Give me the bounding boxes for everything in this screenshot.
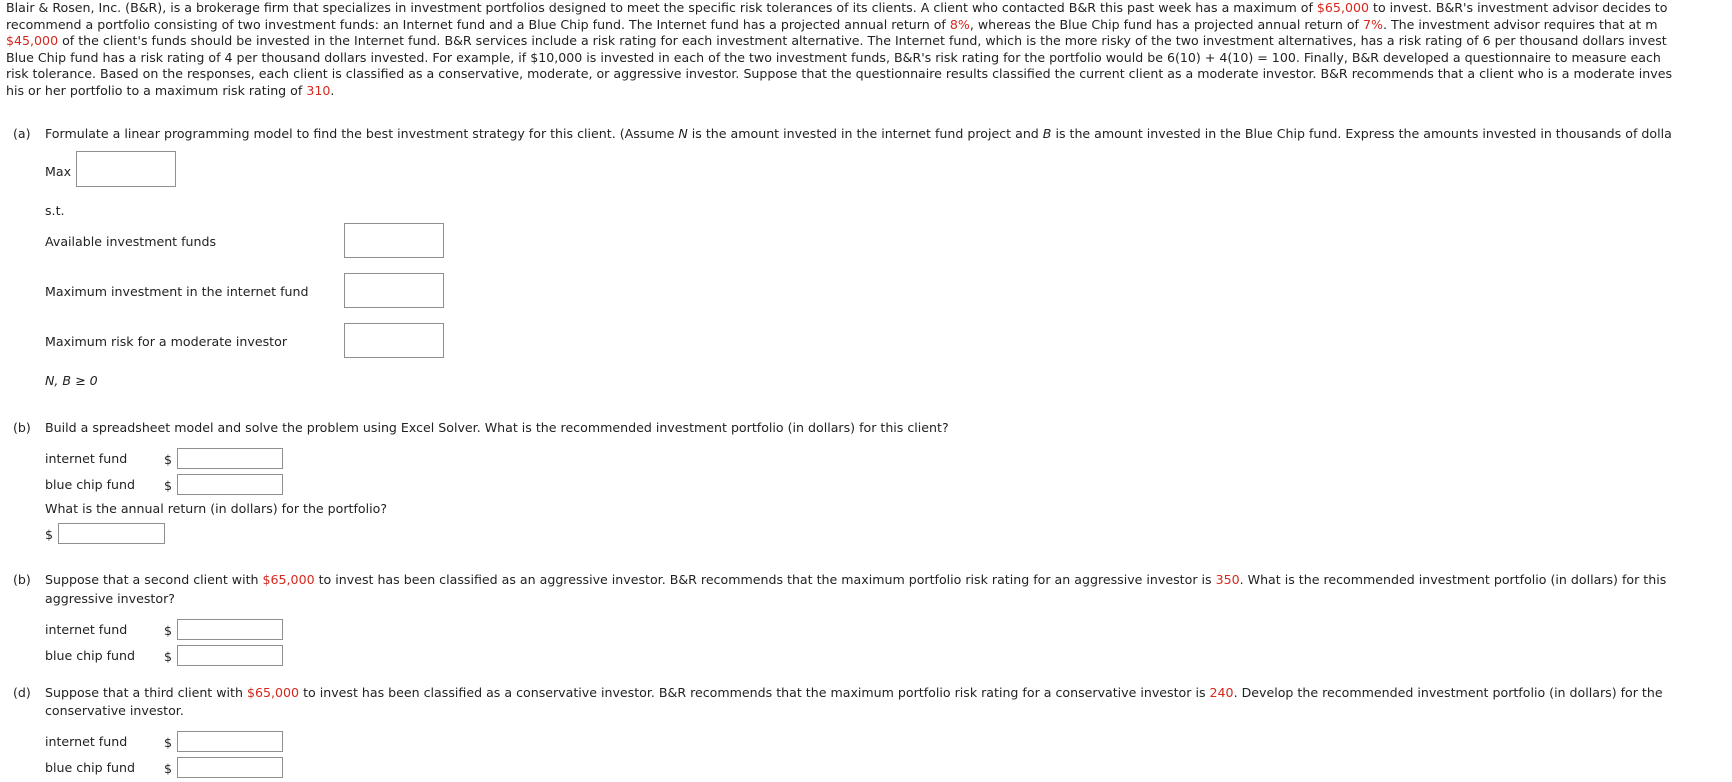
constraint-input-internet[interactable] bbox=[344, 273, 444, 308]
part-a-prompt-1: Formulate a linear programming model to find the best investment strategy for this client. (Assume bbox=[45, 126, 679, 141]
problem-line bbox=[6, 66, 1732, 83]
problem-text: risk tolerance. Based on the responses, each client is classified as a conservative, moderate, or aggressive investor. Suppose that the questionnaire results classified the current client as a moderate investor. B&R recommends that a client who is a moderate inves bbox=[6, 66, 1673, 82]
part-b-internet-label: internet fund bbox=[45, 451, 128, 466]
part-c-bluechip-dollar: $ bbox=[164, 649, 173, 664]
part-d-prompt bbox=[45, 685, 1663, 700]
part-c-prompt bbox=[45, 572, 1666, 587]
part-c-amount: $65,000 bbox=[262, 572, 315, 587]
part-b-label: (b) bbox=[13, 420, 31, 435]
part-b-return-prompt: What is the annual return (in dollars) for the portfolio? bbox=[45, 501, 388, 516]
problem-text: his or her portfolio to a maximum risk rating of bbox=[6, 82, 307, 98]
part-d-internet-dollar: $ bbox=[164, 735, 173, 750]
part-d-prompt-cont: conservative investor. bbox=[45, 703, 184, 718]
constraint-label-funds: Available investment funds bbox=[45, 234, 217, 249]
problem-text: Blair & Rosen, Inc. (B&R), is a brokerage firm that specializes in investment portfolios designed to meet the specific risk tolerances of its clients. A client who contacted B&R this past week has a maximum of bbox=[6, 0, 1317, 15]
part-d-bluechip-label: blue chip fund bbox=[45, 760, 136, 775]
st-label: s.t. bbox=[45, 203, 65, 218]
part-d-prompt-2: to invest has been classified as a conservative investor. B&R recommends that the maximum portfolio risk rating for a conservative investor is bbox=[299, 685, 1210, 700]
part-c-bluechip-label: blue chip fund bbox=[45, 648, 136, 663]
highlighted-value: $45,000 bbox=[6, 33, 59, 49]
highlighted-value: 8% bbox=[949, 16, 970, 32]
part-c-prompt-1: Suppose that a second client with bbox=[45, 572, 263, 587]
part-c-bluechip-input[interactable] bbox=[177, 645, 283, 666]
part-d-internet-input[interactable] bbox=[177, 731, 283, 752]
part-c-internet-input[interactable] bbox=[177, 619, 283, 640]
var-n: N bbox=[678, 126, 688, 141]
part-c-internet-label: internet fund bbox=[45, 622, 128, 637]
part-c-risk: 350 bbox=[1215, 572, 1240, 587]
part-d-label: (d) bbox=[13, 685, 31, 700]
problem-text: recommend a portfolio consisting of two investment funds: an Internet fund and a Blue Chip fund. The Internet fund has a projected annual return of bbox=[6, 16, 950, 32]
part-d-bluechip-input[interactable] bbox=[177, 757, 283, 778]
part-b-bluechip-label: blue chip fund bbox=[45, 477, 136, 492]
part-b-bluechip-dollar: $ bbox=[164, 478, 173, 493]
part-c-prompt-2: to invest has been classified as an aggressive investor. B&R recommends that the maximum portfolio risk rating for an aggressive investor is bbox=[314, 572, 1216, 587]
part-d-prompt-1: Suppose that a third client with bbox=[45, 685, 247, 700]
part-c-internet-dollar: $ bbox=[164, 623, 173, 638]
constraint-label-internet: Maximum investment in the internet fund bbox=[45, 284, 309, 299]
objective-input[interactable] bbox=[76, 151, 176, 187]
part-b-return-dollar: $ bbox=[45, 527, 54, 542]
problem-text: , whereas the Blue Chip fund has a projected annual return of bbox=[969, 16, 1363, 32]
part-b-internet-dollar: $ bbox=[164, 452, 173, 467]
problem-line bbox=[6, 50, 1732, 67]
problem-text: . bbox=[330, 82, 335, 98]
problem-statement bbox=[6, 0, 1732, 100]
highlighted-value: 7% bbox=[1362, 16, 1383, 32]
highlighted-value: $65,000 bbox=[1316, 0, 1369, 15]
part-b-bluechip-input[interactable] bbox=[177, 474, 283, 495]
problem-line bbox=[6, 83, 1732, 100]
part-c-label: (b) bbox=[13, 572, 31, 587]
problem-line bbox=[6, 17, 1732, 34]
part-a-prompt bbox=[45, 126, 1672, 141]
problem-text: Blue Chip fund has a risk rating of 4 per thousand dollars invested. For example, if $10,000 is invested in each of the two investment funds, B&R's risk rating for the portfolio would be 6(10) + 4(10) = 100. Finally, B&R developed a questionnaire to measure each bbox=[6, 49, 1661, 65]
part-b-prompt: Build a spreadsheet model and solve the problem using Excel Solver. What is the recommended investment portfolio (in dollars) for this client? bbox=[45, 420, 949, 435]
part-d-amount: $65,000 bbox=[246, 685, 300, 700]
part-a-prompt-3: is the amount invested in the Blue Chip fund. Express the amounts invested in thousands of dolla bbox=[1051, 126, 1672, 141]
part-d-prompt-3: . Develop the recommended investment portfolio (in dollars) for the bbox=[1233, 685, 1663, 700]
constraint-input-funds[interactable] bbox=[344, 223, 444, 258]
constraint-label-risk: Maximum risk for a moderate investor bbox=[45, 334, 287, 349]
part-b-internet-input[interactable] bbox=[177, 448, 283, 469]
part-c-prompt-cont: aggressive investor? bbox=[45, 591, 175, 606]
problem-line bbox=[6, 33, 1732, 50]
constraint-input-risk[interactable] bbox=[344, 323, 444, 358]
part-a-label: (a) bbox=[13, 126, 31, 141]
problem-text: to invest. B&R's investment advisor decides to bbox=[1369, 0, 1668, 15]
part-d-bluechip-dollar: $ bbox=[164, 761, 173, 776]
part-d-internet-label: internet fund bbox=[45, 734, 128, 749]
highlighted-value: 310 bbox=[306, 82, 331, 98]
problem-text: . The investment advisor requires that at m bbox=[1382, 16, 1658, 32]
part-c-prompt-3: . What is the recommended investment portfolio (in dollars) for this bbox=[1239, 572, 1667, 587]
max-label: Max bbox=[45, 164, 72, 179]
part-b-return-input[interactable] bbox=[58, 523, 165, 544]
var-b: B bbox=[1042, 126, 1052, 141]
problem-text: of the client's funds should be invested in the Internet fund. B&R services include a risk rating for each investment alternative. The Internet fund, which is the more risky of the two investment alternatives, has a risk rating of 6 per thousand dollars invest bbox=[58, 33, 1667, 49]
part-d-risk: 240 bbox=[1209, 685, 1234, 700]
nonnegativity-constraint: N, B ≥ 0 bbox=[45, 373, 98, 388]
problem-line bbox=[6, 0, 1732, 17]
part-a-prompt-2: is the amount invested in the internet fund project and bbox=[687, 126, 1043, 141]
